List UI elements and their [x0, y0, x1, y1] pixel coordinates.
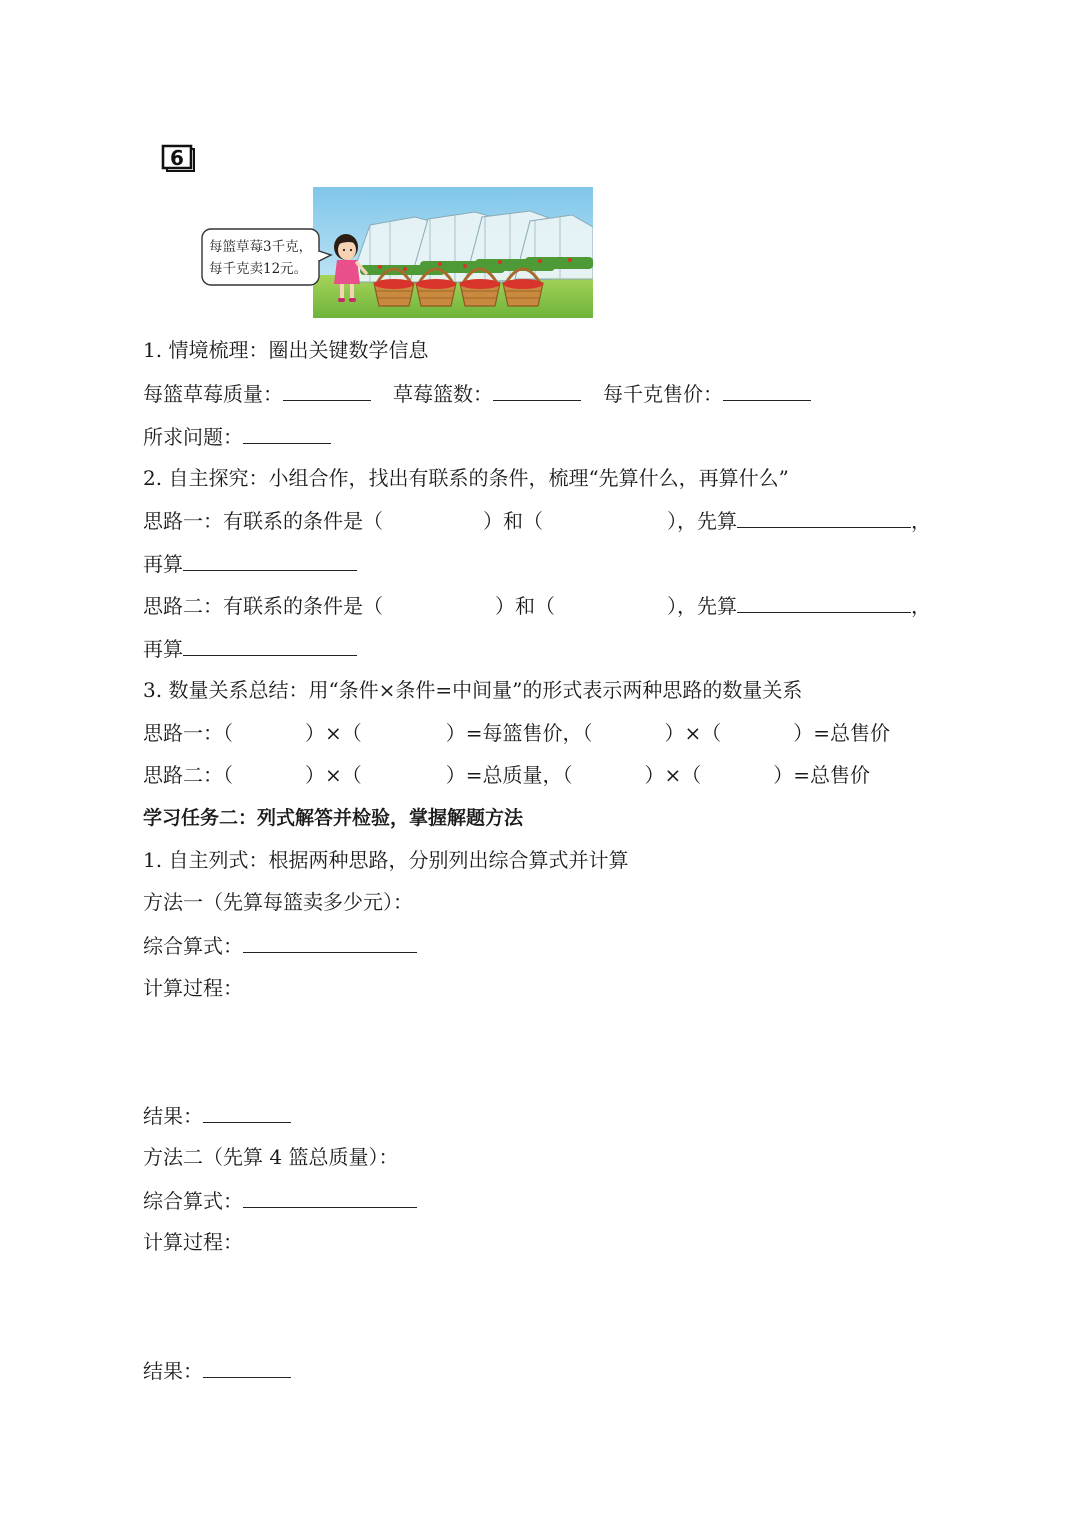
path1-comma: ，	[911, 509, 931, 533]
section2-title: 2. 自主探究：小组合作，找出有联系的条件，梳理“先算什么，再算什么”	[143, 466, 789, 490]
strawberry-illustration	[200, 187, 593, 318]
path1-and: ）和（	[483, 509, 543, 533]
path1-label: 思路一：有联系的条件是（	[143, 509, 383, 533]
question-row	[143, 423, 331, 450]
price-per-kg-blank[interactable]	[723, 380, 811, 401]
path2-then-row	[143, 635, 357, 662]
path1-then-label: 再算	[143, 552, 183, 576]
relation2-row	[143, 762, 870, 788]
task2-intro: 1. 自主列式：根据两种思路，分别列出综合算式并计算	[143, 848, 629, 872]
path2-first-label: ），先算	[667, 594, 737, 618]
path1-then-blank[interactable]	[183, 550, 357, 571]
method2-formula-label: 综合算式：	[143, 1189, 243, 1213]
method1-process-label: 计算过程：	[143, 976, 243, 1000]
path2-comma: ，	[911, 594, 931, 618]
path2-then-label: 再算	[143, 637, 183, 661]
method2-formula-blank[interactable]	[243, 1187, 417, 1208]
question-label: 所求问题：	[143, 425, 243, 449]
method2-result-label: 结果：	[143, 1359, 203, 1383]
path1-first-blank[interactable]	[737, 507, 911, 528]
problem-number-badge	[161, 142, 197, 178]
relation2-times-2: ）×（	[644, 763, 702, 787]
path2-row	[143, 592, 931, 619]
method2-title: 方法二（先算 4 篮总质量）：	[143, 1145, 399, 1169]
section3-title: 3. 数量关系总结：用“条件×条件=中间量”的形式表示两种思路的数量关系	[143, 678, 803, 702]
method1-title: 方法一（先算每篮卖多少元）：	[143, 890, 413, 914]
method2-process-label: 计算过程：	[143, 1230, 243, 1254]
relation2-mid: ）=总质量，（	[445, 763, 573, 787]
problem-number: 6	[170, 146, 184, 170]
relation1-label: 思路一：（	[143, 721, 233, 745]
speech-line-1: 每篮草莓3千克，	[209, 239, 313, 255]
method1-formula-blank[interactable]	[243, 932, 417, 953]
speech-line-2: 每千克卖12元。	[209, 261, 308, 277]
method1-result-row	[143, 1102, 291, 1129]
relation1-row	[143, 720, 890, 746]
question-blank[interactable]	[243, 423, 331, 444]
relation1-mid: ）=每篮售价，（	[445, 721, 593, 745]
method2-result-row	[143, 1357, 291, 1384]
method2-formula-row	[143, 1187, 417, 1214]
path2-label: 思路二：有联系的条件是（	[143, 594, 383, 618]
method1-result-blank[interactable]	[203, 1102, 291, 1123]
method1-result-label: 结果：	[143, 1104, 203, 1128]
path2-first-blank[interactable]	[737, 592, 911, 613]
section1-title: 1. 情境梳理：圈出关键数学信息	[143, 338, 429, 362]
path2-then-blank[interactable]	[183, 635, 357, 656]
relation2-times-1: ）×（	[305, 763, 362, 787]
basket-weight-blank[interactable]	[283, 380, 371, 401]
method1-formula-label: 综合算式：	[143, 934, 243, 958]
price-per-kg-label: 每千克售价：	[603, 382, 723, 406]
relation2-label: 思路二：（	[143, 763, 233, 787]
method1-formula-row	[143, 932, 417, 959]
basket-count-blank[interactable]	[493, 380, 581, 401]
task2-heading: 学习任务二：列式解答并检验，掌握解题方法	[143, 807, 524, 829]
path1-then-row	[143, 550, 357, 577]
method2-result-blank[interactable]	[203, 1357, 291, 1378]
relation1-times-2: ）×（	[664, 721, 722, 745]
path1-row	[143, 507, 931, 534]
path1-first-label: ），先算	[667, 509, 737, 533]
relation1-times-1: ）×（	[305, 721, 362, 745]
key-info-row	[143, 380, 811, 407]
basket-count-label: 草莓篮数：	[393, 382, 493, 406]
relation1-total: ）=总售价	[793, 721, 891, 745]
path2-and: ）和（	[495, 594, 555, 618]
basket-weight-label: 每篮草莓质量：	[143, 382, 283, 406]
relation2-total: ）=总售价	[773, 763, 871, 787]
